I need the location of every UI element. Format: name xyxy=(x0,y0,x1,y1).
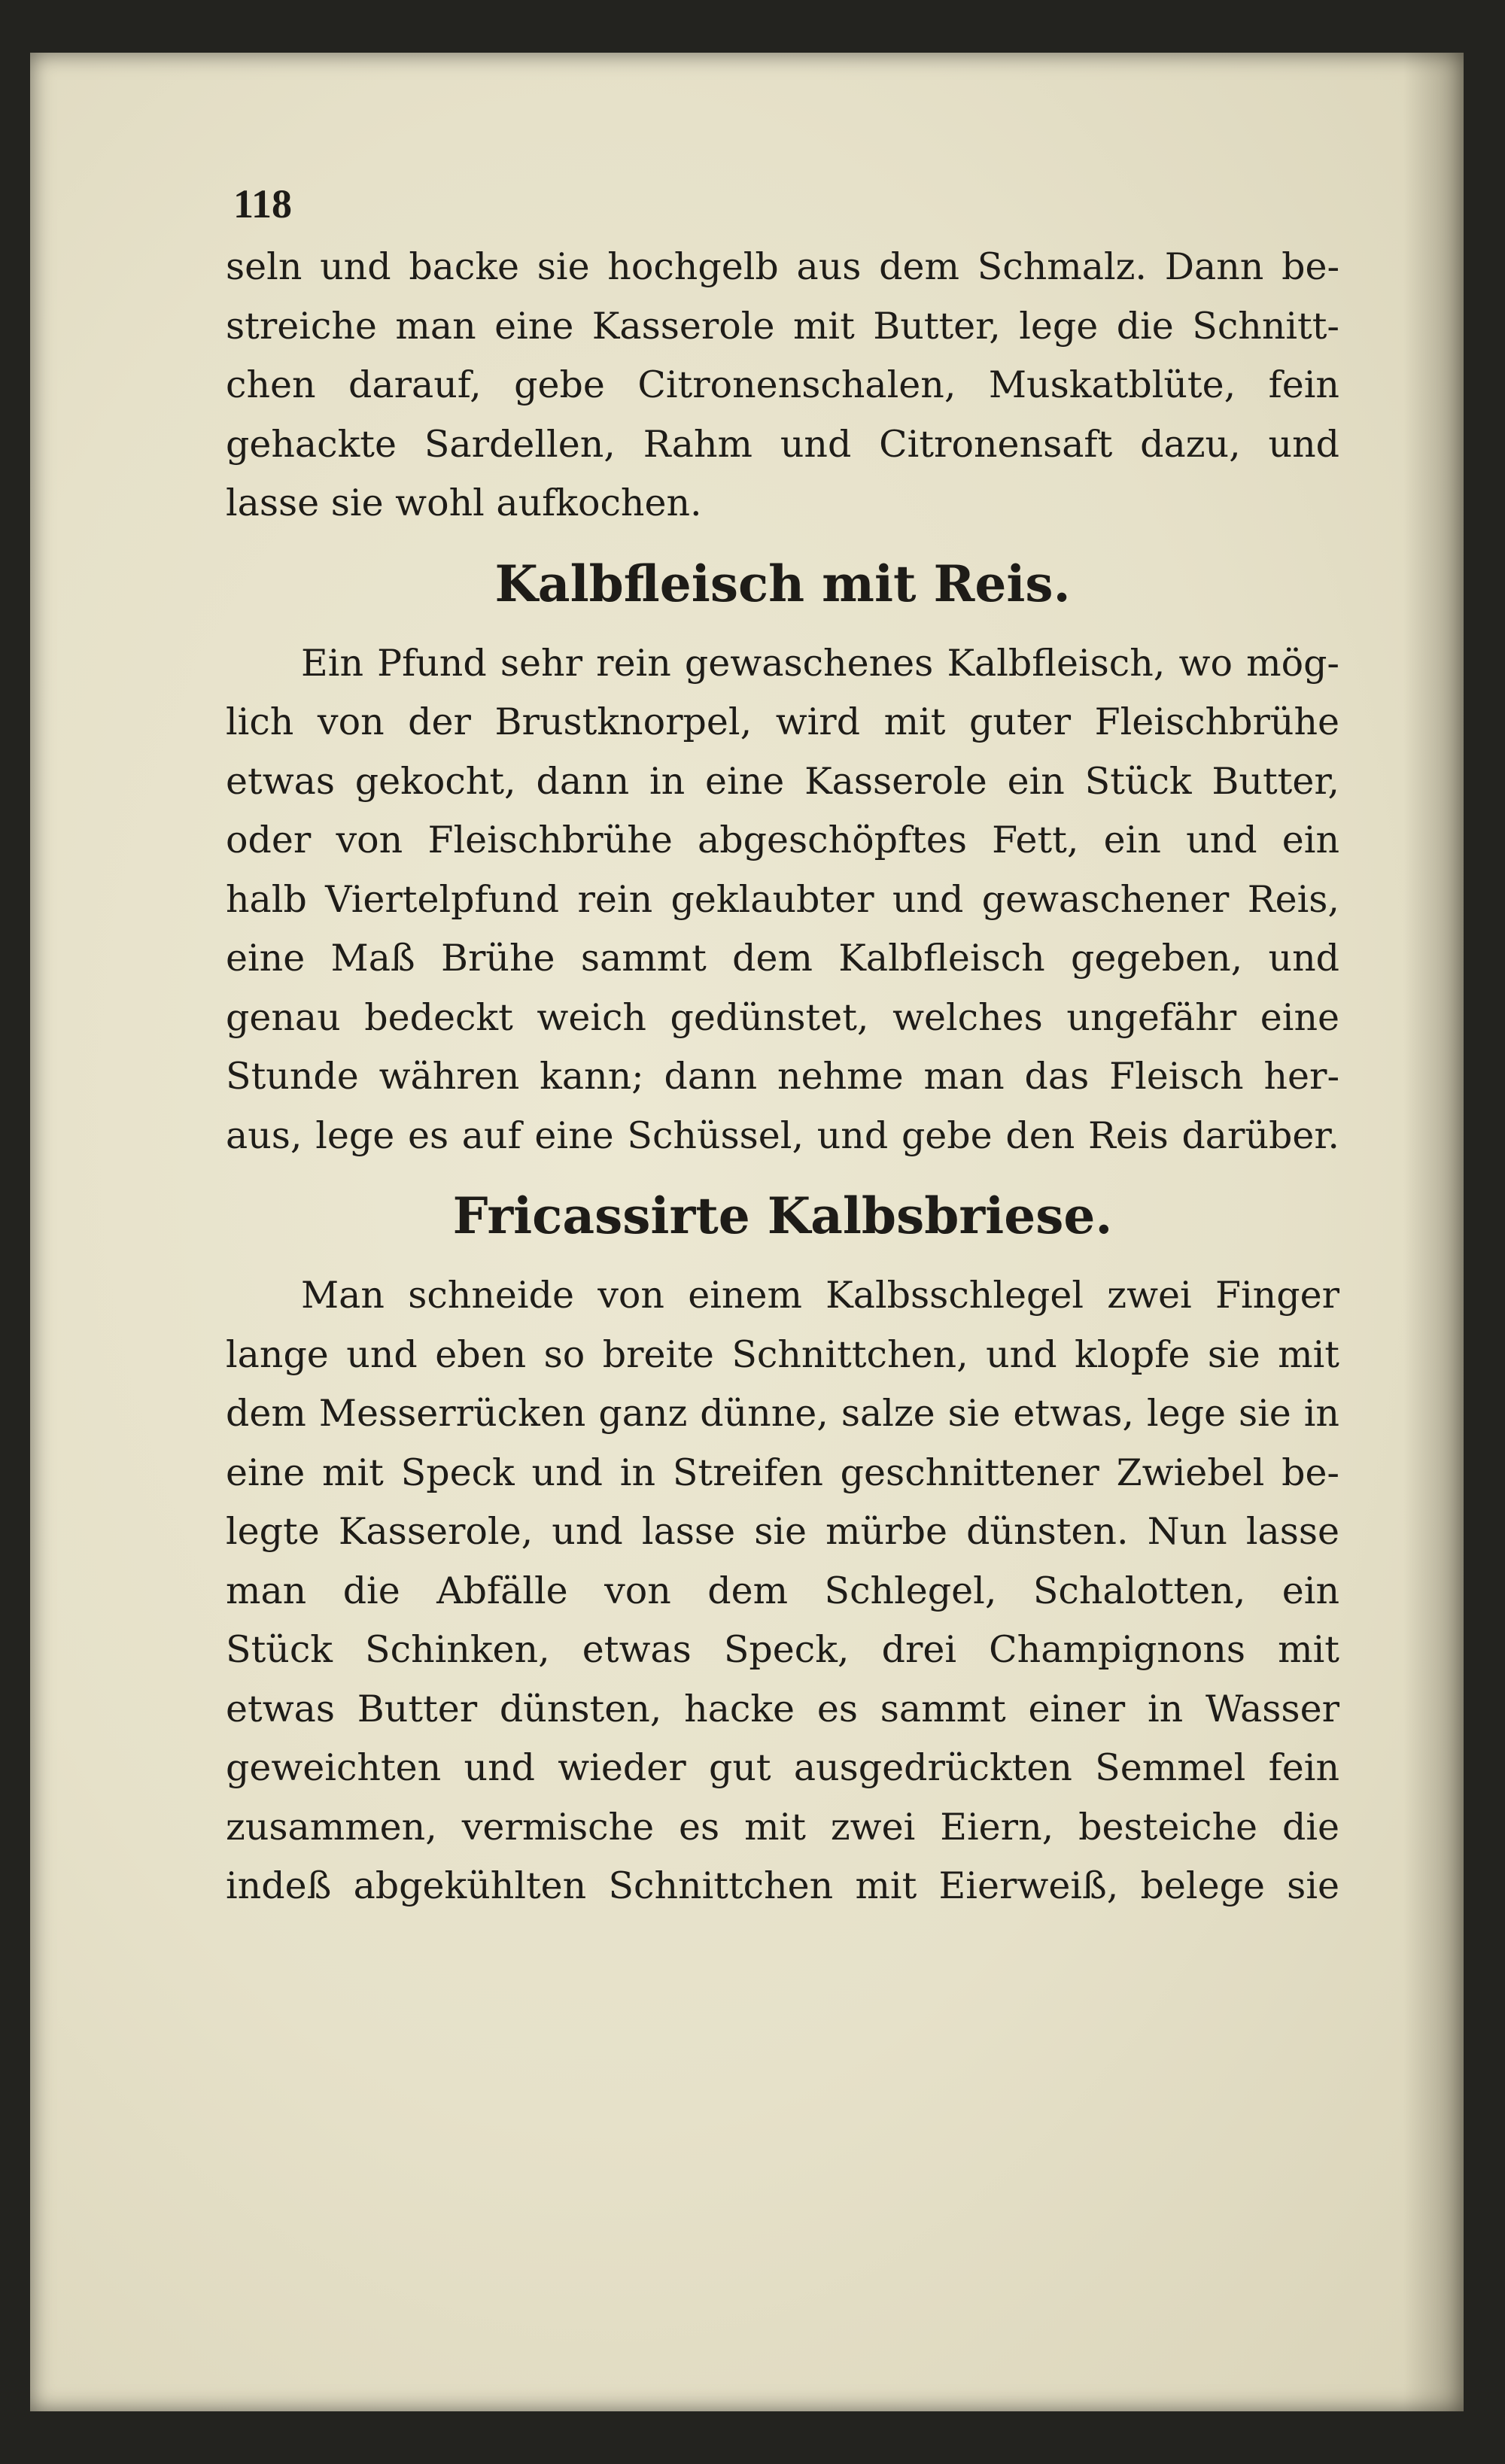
text-line: etwas Butter dünsten, hacke es sammt einer in Wasser xyxy=(226,1687,1339,1730)
page-number: 118 xyxy=(233,181,293,226)
text-line: chen darauf, gebe Citronenschalen, Muskatblüte, fein xyxy=(226,363,1339,406)
text-line: lich von der Brustknorpel, wird mit guter Fleischbrühe xyxy=(226,700,1339,743)
text-line: oder von Fleischbrühe abgeschöpftes Fett, ein und ein xyxy=(226,819,1339,861)
text-line: halb Viertelpfund rein geklaubter und gewaschener Reis, xyxy=(226,877,1339,921)
recipe-paragraph xyxy=(226,1266,1339,1916)
text-line: zusammen, vermische es mit zwei Eiern, besteiche die xyxy=(226,1805,1339,1849)
text-line: Man schneide von einem Kalbsschlegel zwei Finger xyxy=(301,1274,1339,1317)
text-line: gehackte Sardellen, Rahm und Citronensaft dazu, und xyxy=(226,422,1339,466)
text-line: eine Maß Brühe sammt dem Kalbfleisch gegeben, und xyxy=(226,937,1339,980)
page-edge-shadow xyxy=(1403,53,1464,2411)
text-line: geweichten und wieder gut ausgedrückten Semmel fein xyxy=(226,1746,1339,1789)
text-line: etwas gekocht, dann in eine Kasserole ein Stück Butter, xyxy=(226,759,1339,803)
text-line: eine mit Speck und in Streifen geschnittener Zwiebel be- xyxy=(226,1451,1339,1494)
text-line: indeß abgekühlten Schnittchen mit Eierweiß, belege sie xyxy=(226,1864,1339,1907)
text-line: aus, lege es auf eine Schüssel, und gebe den Reis darüber. xyxy=(226,1114,1339,1157)
page-text xyxy=(226,181,1339,1916)
text-line: Stück Schinken, etwas Speck, drei Champignons mit xyxy=(226,1628,1339,1671)
text-line: man die Abfälle von dem Schlegel, Schalotten, ein xyxy=(226,1569,1339,1612)
text-line: Stunde währen kann; dann nehme man das Fleisch her- xyxy=(226,1055,1339,1098)
text-line: genau bedeckt weich gedünstet, welches ungefähr eine xyxy=(226,995,1339,1039)
text-line: lange und eben so breite Schnittchen, und klopfe sie mit xyxy=(226,1332,1339,1376)
text-line: lasse sie wohl aufkochen. xyxy=(226,482,702,524)
text-line: Ein Pfund sehr rein gewaschenes Kalbfleisch, wo mög- xyxy=(301,641,1339,685)
text-line: seln und backe sie hochgelb aus dem Schmalz. Dann be- xyxy=(226,245,1339,288)
recipe-heading: Kalbfleisch mit Reis. xyxy=(494,554,1071,613)
text-line: dem Messerrücken ganz dünne, salze sie etwas, lege sie in xyxy=(226,1392,1339,1435)
text-line: legte Kasserole, und lasse sie mürbe dünsten. Nun lasse xyxy=(226,1510,1339,1553)
recipe-paragraph xyxy=(226,634,1339,1166)
recipe-heading: Fricassirte Kalbsbriese. xyxy=(452,1186,1113,1245)
text-line: streiche man eine Kasserole mit Butter, lege die Schnitt- xyxy=(226,304,1339,348)
paragraph-continuation xyxy=(226,238,1339,533)
